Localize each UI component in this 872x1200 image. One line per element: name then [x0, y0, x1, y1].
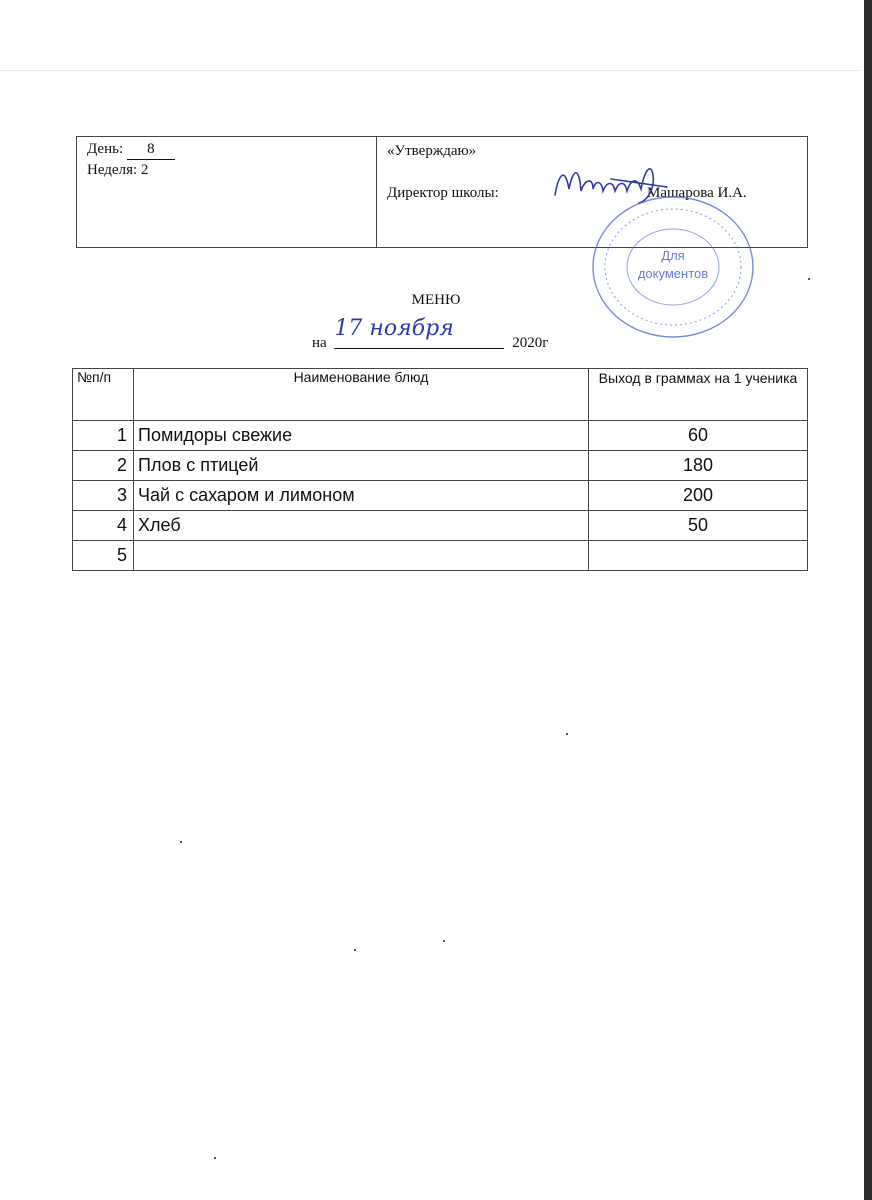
header-dish-name: Наименование блюд — [134, 369, 589, 421]
dish-name — [134, 541, 589, 571]
header-portion: Выход в граммах на 1 ученика — [589, 369, 808, 421]
dish-name: Помидоры свежие — [134, 421, 589, 451]
portion-grams: 180 — [589, 451, 808, 481]
table-row — [73, 481, 808, 511]
date-year: 2020г — [512, 335, 549, 351]
menu-table — [72, 368, 808, 571]
day-label: День: — [87, 141, 124, 157]
row-number: 4 — [73, 511, 134, 541]
table-header-row — [73, 369, 808, 421]
dish-name: Хлеб — [134, 511, 589, 541]
menu-date-line — [312, 316, 549, 352]
scan-artifact-line — [0, 70, 860, 71]
portion-grams: 50 — [589, 511, 808, 541]
stamp-text-line2: документов — [637, 266, 709, 281]
portion-grams: 200 — [589, 481, 808, 511]
day-line — [87, 139, 366, 160]
dish-name: Чай с сахаром и лимоном — [134, 481, 589, 511]
director-label: Директор школы: — [387, 185, 499, 201]
scan-speck — [214, 1157, 216, 1159]
scan-speck — [443, 940, 445, 942]
table-row — [73, 421, 808, 451]
scan-speck — [354, 949, 356, 951]
row-number: 5 — [73, 541, 134, 571]
date-prefix: на — [312, 335, 327, 351]
scan-speck — [180, 841, 182, 843]
stamp-text-line1: Для — [661, 248, 685, 263]
week-line: Неделя: 2 — [87, 162, 149, 178]
day-value: 8 — [127, 139, 175, 160]
row-number: 1 — [73, 421, 134, 451]
scan-speck — [808, 278, 810, 280]
header-number: №п/п — [73, 369, 134, 421]
table-row — [73, 511, 808, 541]
dish-name: Плов с птицей — [134, 451, 589, 481]
scan-edge-shadow — [864, 0, 872, 1200]
table-row — [73, 451, 808, 481]
director-name: Машарова И.А. — [647, 185, 747, 201]
date-blank — [334, 316, 504, 349]
table-row — [73, 541, 808, 571]
official-stamp — [588, 192, 758, 342]
approve-label: «Утверждаю» — [387, 143, 477, 159]
handwritten-date: 17 ноября — [334, 316, 454, 341]
portion-grams: 60 — [589, 421, 808, 451]
row-number: 3 — [73, 481, 134, 511]
portion-grams — [589, 541, 808, 571]
menu-title: МЕНЮ — [411, 292, 461, 308]
scan-speck — [566, 733, 568, 735]
row-number: 2 — [73, 451, 134, 481]
day-week-cell — [77, 137, 377, 247]
